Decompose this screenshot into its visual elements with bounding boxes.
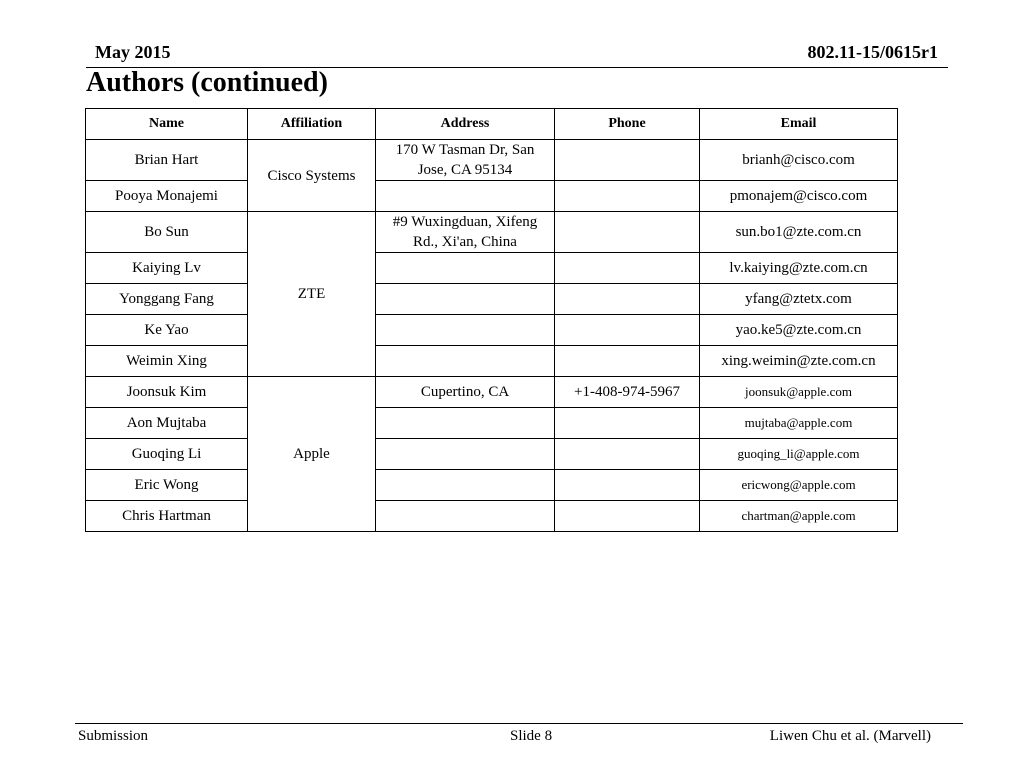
- email-cell: mujtaba@apple.com: [700, 408, 898, 439]
- author-name: Guoqing Li: [86, 439, 248, 470]
- email-cell: pmonajem@cisco.com: [700, 181, 898, 212]
- phone-cell: [555, 470, 700, 501]
- email-cell: joonsuk@apple.com: [700, 377, 898, 408]
- author-name: Brian Hart: [86, 140, 248, 181]
- table-row: [86, 140, 898, 181]
- table-row: [86, 501, 898, 532]
- phone-cell: [555, 181, 700, 212]
- phone-cell: +1-408-974-5967: [555, 377, 700, 408]
- table-header-row: [86, 109, 898, 140]
- email-cell: sun.bo1@zte.com.cn: [700, 212, 898, 253]
- address-cell: [376, 253, 555, 284]
- table-row: [86, 377, 898, 408]
- phone-cell: [555, 408, 700, 439]
- author-name: Weimin Xing: [86, 346, 248, 377]
- column-header-affiliation: Affiliation: [248, 109, 376, 140]
- author-name: Ke Yao: [86, 315, 248, 346]
- email-cell: chartman@apple.com: [700, 501, 898, 532]
- phone-cell: [555, 212, 700, 253]
- table-row: [86, 253, 898, 284]
- table-row: [86, 212, 898, 253]
- email-cell: yfang@ztetx.com: [700, 284, 898, 315]
- author-name: Yonggang Fang: [86, 284, 248, 315]
- address-cell: [376, 470, 555, 501]
- author-name: Eric Wong: [86, 470, 248, 501]
- email-cell: lv.kaiying@zte.com.cn: [700, 253, 898, 284]
- email-cell: guoqing_li@apple.com: [700, 439, 898, 470]
- address-cell: [376, 346, 555, 377]
- phone-cell: [555, 284, 700, 315]
- address-cell: Cupertino, CA: [376, 377, 555, 408]
- table-row: [86, 284, 898, 315]
- author-name: Bo Sun: [86, 212, 248, 253]
- phone-cell: [555, 315, 700, 346]
- table-row: [86, 470, 898, 501]
- affiliation-cell: ZTE: [248, 212, 376, 377]
- phone-cell: [555, 253, 700, 284]
- address-cell: [376, 315, 555, 346]
- table-row: [86, 181, 898, 212]
- address-cell: [376, 408, 555, 439]
- column-header-email: Email: [700, 109, 898, 140]
- address-cell: [376, 284, 555, 315]
- email-cell: yao.ke5@zte.com.cn: [700, 315, 898, 346]
- footer-divider: [75, 723, 963, 724]
- authors-table: [85, 108, 898, 532]
- email-cell: ericwong@apple.com: [700, 470, 898, 501]
- author-name: Pooya Monajemi: [86, 181, 248, 212]
- address-cell: [376, 181, 555, 212]
- author-name: Aon Mujtaba: [86, 408, 248, 439]
- header-date: May 2015: [95, 42, 171, 62]
- email-cell: xing.weimin@zte.com.cn: [700, 346, 898, 377]
- table-row: [86, 408, 898, 439]
- address-cell: #9 Wuxingduan, Xifeng Rd., Xi'an, China: [376, 212, 555, 253]
- affiliation-cell: Apple: [248, 377, 376, 532]
- author-name: Chris Hartman: [86, 501, 248, 532]
- phone-cell: [555, 140, 700, 181]
- email-cell: brianh@cisco.com: [700, 140, 898, 181]
- header-doc-id: 802.11-15/0615r1: [807, 42, 938, 62]
- footer-submission: Submission: [78, 728, 149, 744]
- phone-cell: [555, 439, 700, 470]
- phone-cell: [555, 501, 700, 532]
- address-cell: [376, 439, 555, 470]
- column-header-phone: Phone: [555, 109, 700, 140]
- slide-title: Authors (continued): [86, 67, 328, 98]
- column-header-name: Name: [86, 109, 248, 140]
- author-name: Kaiying Lv: [86, 253, 248, 284]
- table-row: [86, 439, 898, 470]
- affiliation-cell: Cisco Systems: [248, 140, 376, 212]
- footer-slide-number: Slide 8: [510, 728, 553, 744]
- address-cell: [376, 501, 555, 532]
- table-row: [86, 346, 898, 377]
- phone-cell: [555, 346, 700, 377]
- address-cell: 170 W Tasman Dr, San Jose, CA 95134: [376, 140, 555, 181]
- column-header-address: Address: [376, 109, 555, 140]
- footer-author: Liwen Chu et al. (Marvell): [769, 728, 931, 744]
- table-row: [86, 315, 898, 346]
- author-name: Joonsuk Kim: [86, 377, 248, 408]
